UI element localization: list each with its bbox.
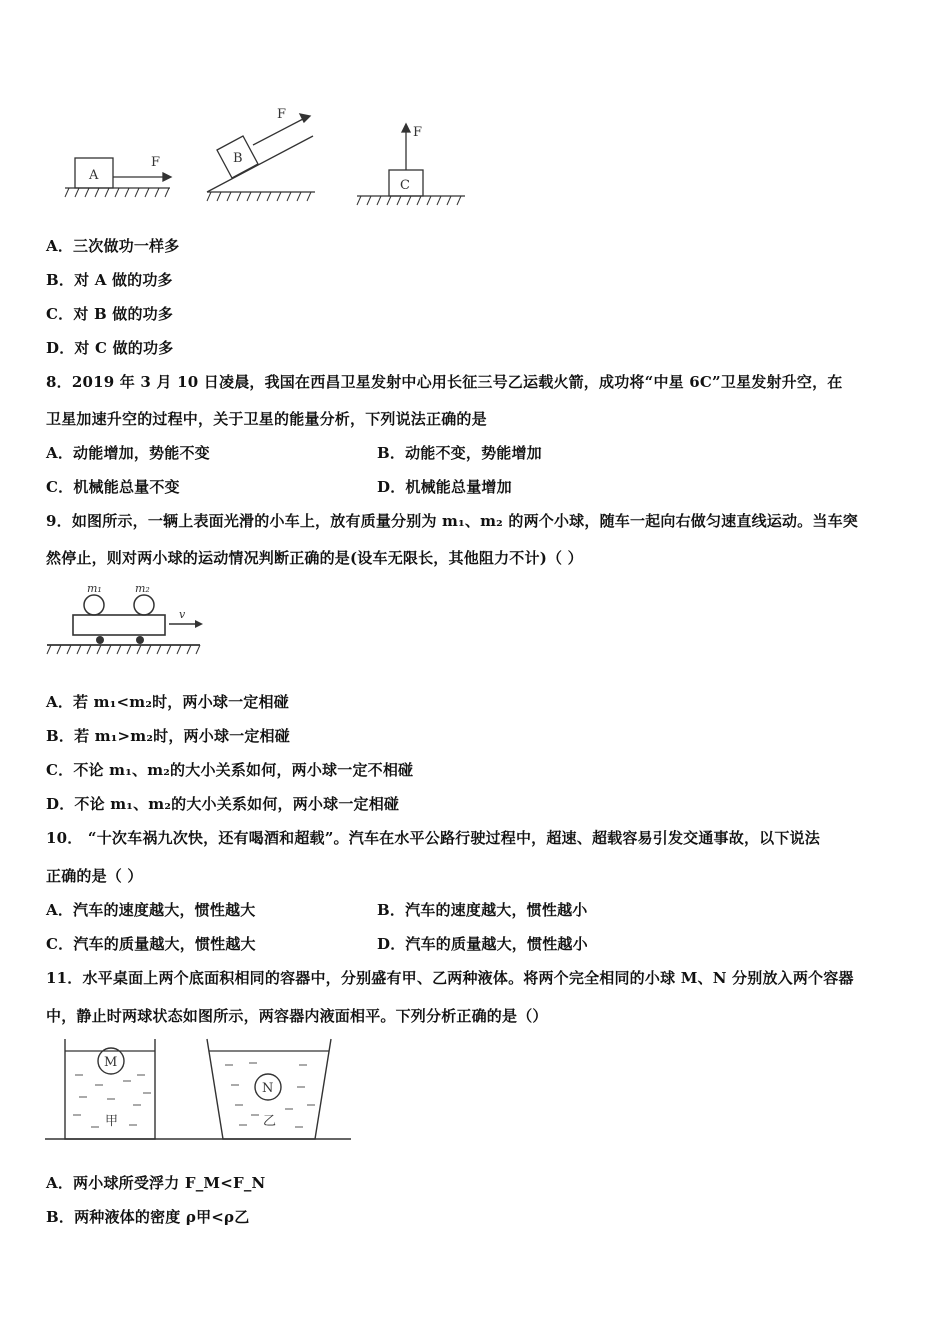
block-a-label: A bbox=[89, 168, 99, 183]
q7-option-b: B．对 A 做的功多 bbox=[46, 271, 173, 289]
block-c-label: C bbox=[400, 178, 410, 193]
block-b-label: B bbox=[233, 151, 243, 166]
cart-wheel-left bbox=[96, 636, 104, 644]
q9-option-b: B．若 m₁>m₂时，两小球一定相碰 bbox=[46, 727, 290, 745]
ball-m-label: M bbox=[104, 1055, 118, 1070]
q11-option-b: B．两种液体的密度 ρ甲<ρ乙 bbox=[46, 1208, 250, 1226]
q8-option-b: B．动能不变，势能增加 bbox=[377, 444, 542, 462]
q10-stem-line2: 正确的是（ ） bbox=[46, 867, 143, 885]
q10-stem-line1: 10． “十次车祸九次快，还有喝酒和超载”。汽车在水平公路行驶过程中，超速、超载容易引发交通事故，以下说法 bbox=[46, 829, 820, 847]
cart-body bbox=[73, 615, 165, 635]
q7-option-a: A．三次做功一样多 bbox=[46, 237, 180, 255]
cart-wheel-right bbox=[136, 636, 144, 644]
block-b-diagram bbox=[207, 114, 315, 201]
q11-option-a: A．两小球所受浮力 F_M<F_N bbox=[46, 1174, 266, 1192]
q8-option-a: A．动能增加，势能不变 bbox=[46, 444, 210, 462]
q11-stem-line1: 11．水平桌面上两个底面积相同的容器中，分别盛有甲、乙两种液体。将两个完全相同的小球 M、N 分别放入两个容器 bbox=[46, 969, 854, 987]
q9-option-c: C．不论 m₁、m₂的大小关系如何，两小球一定不相碰 bbox=[46, 761, 414, 779]
q7-option-d: D．对 C 做的功多 bbox=[46, 339, 174, 357]
force-label-c: F bbox=[413, 125, 423, 140]
q8-stem-line1: 8．2019 年 3 月 10 日凌晨，我国在西昌卫星发射中心用长征三号乙运载火箭，成功将“中星 6C”卫星发射升空，在 bbox=[46, 373, 843, 391]
q10-option-a: A．汽车的速度越大，惯性越大 bbox=[46, 901, 256, 919]
ball-m1 bbox=[84, 595, 104, 615]
liquid-b-label: 乙 bbox=[263, 1114, 277, 1129]
q9-option-a: A．若 m₁<m₂时，两小球一定相碰 bbox=[46, 693, 289, 711]
q8-option-d: D．机械能总量增加 bbox=[377, 478, 512, 496]
force-arrow-b bbox=[253, 119, 303, 145]
force-label-a: F bbox=[151, 155, 161, 170]
q8-option-c: C．机械能总量不变 bbox=[46, 478, 180, 496]
q10-option-d: D．汽车的质量越大，惯性越小 bbox=[377, 935, 588, 953]
force-figure bbox=[55, 100, 475, 210]
m2-label: m₂ bbox=[135, 582, 150, 595]
q8-stem-line2: 卫星加速升空的过程中，关于卫星的能量分析，下列说法正确的是 bbox=[46, 410, 487, 428]
incline bbox=[207, 136, 313, 192]
liquid-a-label: 甲 bbox=[105, 1114, 119, 1129]
q10-option-b: B．汽车的速度越大，惯性越小 bbox=[377, 901, 588, 919]
ball-m2 bbox=[134, 595, 154, 615]
force-label-b: F bbox=[277, 107, 287, 122]
block-c-diagram bbox=[357, 124, 465, 205]
velocity-label: v bbox=[179, 608, 186, 621]
q9-stem-line2: 然停止，则对两小球的运动情况判断正确的是(设车无限长，其他阻力不计)（ ） bbox=[46, 549, 583, 567]
ball-n-label: N bbox=[262, 1081, 274, 1096]
m1-label: m₁ bbox=[87, 582, 102, 595]
q9-stem-line1: 9．如图所示，一辆上表面光滑的小车上，放有质量分别为 m₁、m₂ 的两个小球，随车一起向右做匀速直线运动。当车突 bbox=[46, 512, 858, 530]
q11-stem-line2: 中，静止时两球状态如图所示，两容器内液面相平。下列分析正确的是（） bbox=[46, 1007, 548, 1025]
q10-option-c: C．汽车的质量越大，惯性越大 bbox=[46, 935, 256, 953]
container-figure bbox=[45, 1035, 355, 1145]
q7-option-c: C．对 B 做的功多 bbox=[46, 305, 174, 323]
q9-option-d: D．不论 m₁、m₂的大小关系如何，两小球一定相碰 bbox=[46, 795, 400, 813]
cart-figure bbox=[45, 580, 215, 660]
